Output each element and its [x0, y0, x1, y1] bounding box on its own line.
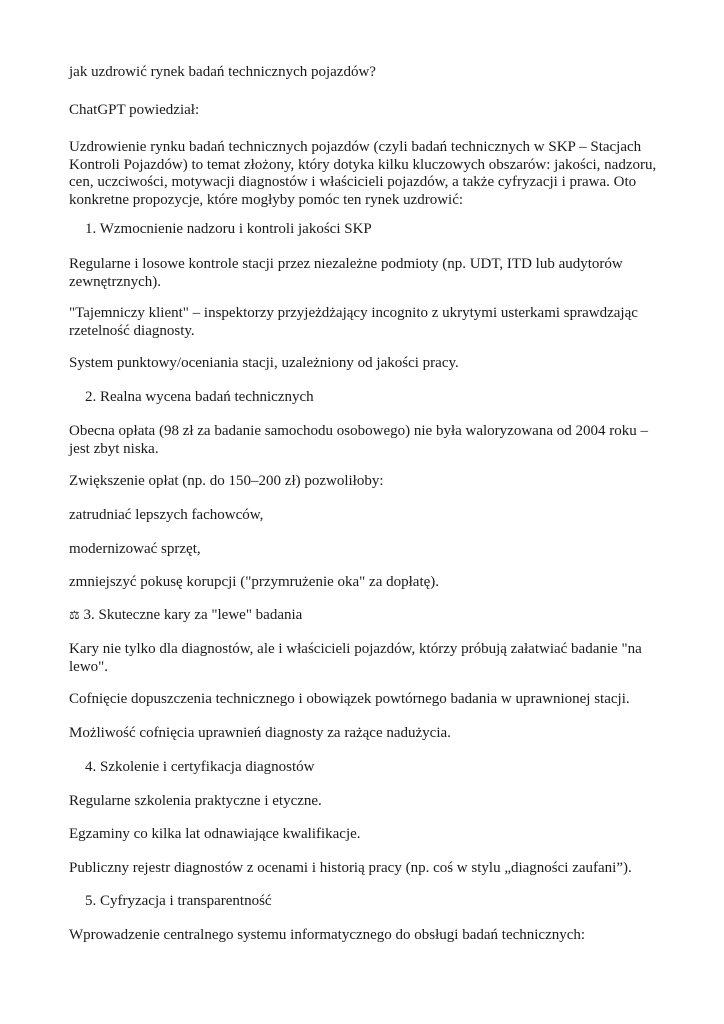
section-heading-4 [69, 759, 675, 777]
scales-icon: ⚖ [69, 608, 80, 622]
paragraph: Regularne szkolenia praktyczne i etyczne. [69, 793, 322, 809]
section-number: 4. [85, 759, 97, 775]
paragraph: Wprowadzenie centralnego systemu informatycznego do obsługi badań technicznych: [69, 927, 586, 943]
section-title: Szkolenie i certyfikacja diagnostów [100, 759, 315, 775]
paragraph: Obecna opłata (98 zł za badanie samochodu osobowego) nie była waloryzowana od 2004 roku – jest zbyt niska. [69, 423, 648, 457]
section-number: 2. [85, 389, 97, 405]
paragraph: Regularne i losowe kontrole stacji przez niezależne podmioty (np. UDT, ITD lub audytorów zewnętrznych). [69, 256, 623, 290]
paragraph: System punktowy/oceniania stacji, uzależniony od jakości pracy. [69, 355, 459, 371]
paragraph: zmniejszyć pokusę korupcji ("przymrużenie oka" za dopłatę). [69, 574, 440, 590]
section-heading-2 [69, 389, 675, 407]
section-heading-3 [69, 607, 659, 625]
paragraph: Egzaminy co kilka lat odnawiające kwalifikacje. [69, 826, 361, 842]
intro-paragraph: Uzdrowienie rynku badań technicznych pojazdów (czyli badań technicznych w SKP – Stacjach Kontroli Pojazdów) to temat złożony, który dotyka kilku kluczowych obszarów: jakości, nadzoru, cen, uczciwości, motywacji diagnostów i właścicieli pojazdów, a także cyfryzacji i prawa. Oto konkretne propozycje, które mogłyby pomóc ten rynek uzdrowić: [69, 139, 657, 208]
section-heading-5 [69, 893, 675, 911]
section-heading-1 [69, 221, 675, 239]
section-title: 3. Skuteczne kary za "lewe" badania [83, 607, 303, 623]
paragraph: Kary nie tylko dla diagnostów, ale i właścicieli pojazdów, którzy próbują załatwiać badanie "na lewo". [69, 641, 642, 675]
paragraph: modernizować sprzęt, [69, 541, 201, 557]
paragraph: Publiczny rejestr diagnostów z ocenami i historią pracy (np. coś w stylu „diagności zaufani”). [69, 860, 632, 876]
paragraph: Zwiększenie opłat (np. do 150–200 zł) pozwoliłoby: [69, 473, 384, 489]
section-number: 1. [85, 221, 97, 237]
question-line: jak uzdrowić rynek badań technicznych pojazdów? [69, 64, 376, 80]
section-number: 5. [85, 893, 97, 909]
paragraph: zatrudniać lepszych fachowców, [69, 507, 264, 523]
section-title: Cyfryzacja i transparentność [100, 893, 272, 909]
paragraph: Cofnięcie dopuszczenia technicznego i obowiązek powtórnego badania w uprawnionej stacji. [69, 691, 630, 707]
section-title: Wzmocnienie nadzoru i kontroli jakości SKP [99, 221, 372, 237]
paragraph: Możliwość cofnięcia uprawnień diagnosty za rażące nadużycia. [69, 725, 451, 741]
speaker-label: ChatGPT powiedział: [69, 102, 200, 118]
paragraph: "Tajemniczy klient" – inspektorzy przyjeżdżający incognito z ukrytymi usterkami sprawdzając rzetelność diagnosty. [69, 305, 638, 339]
section-title: Realna wycena badań technicznych [100, 389, 314, 405]
